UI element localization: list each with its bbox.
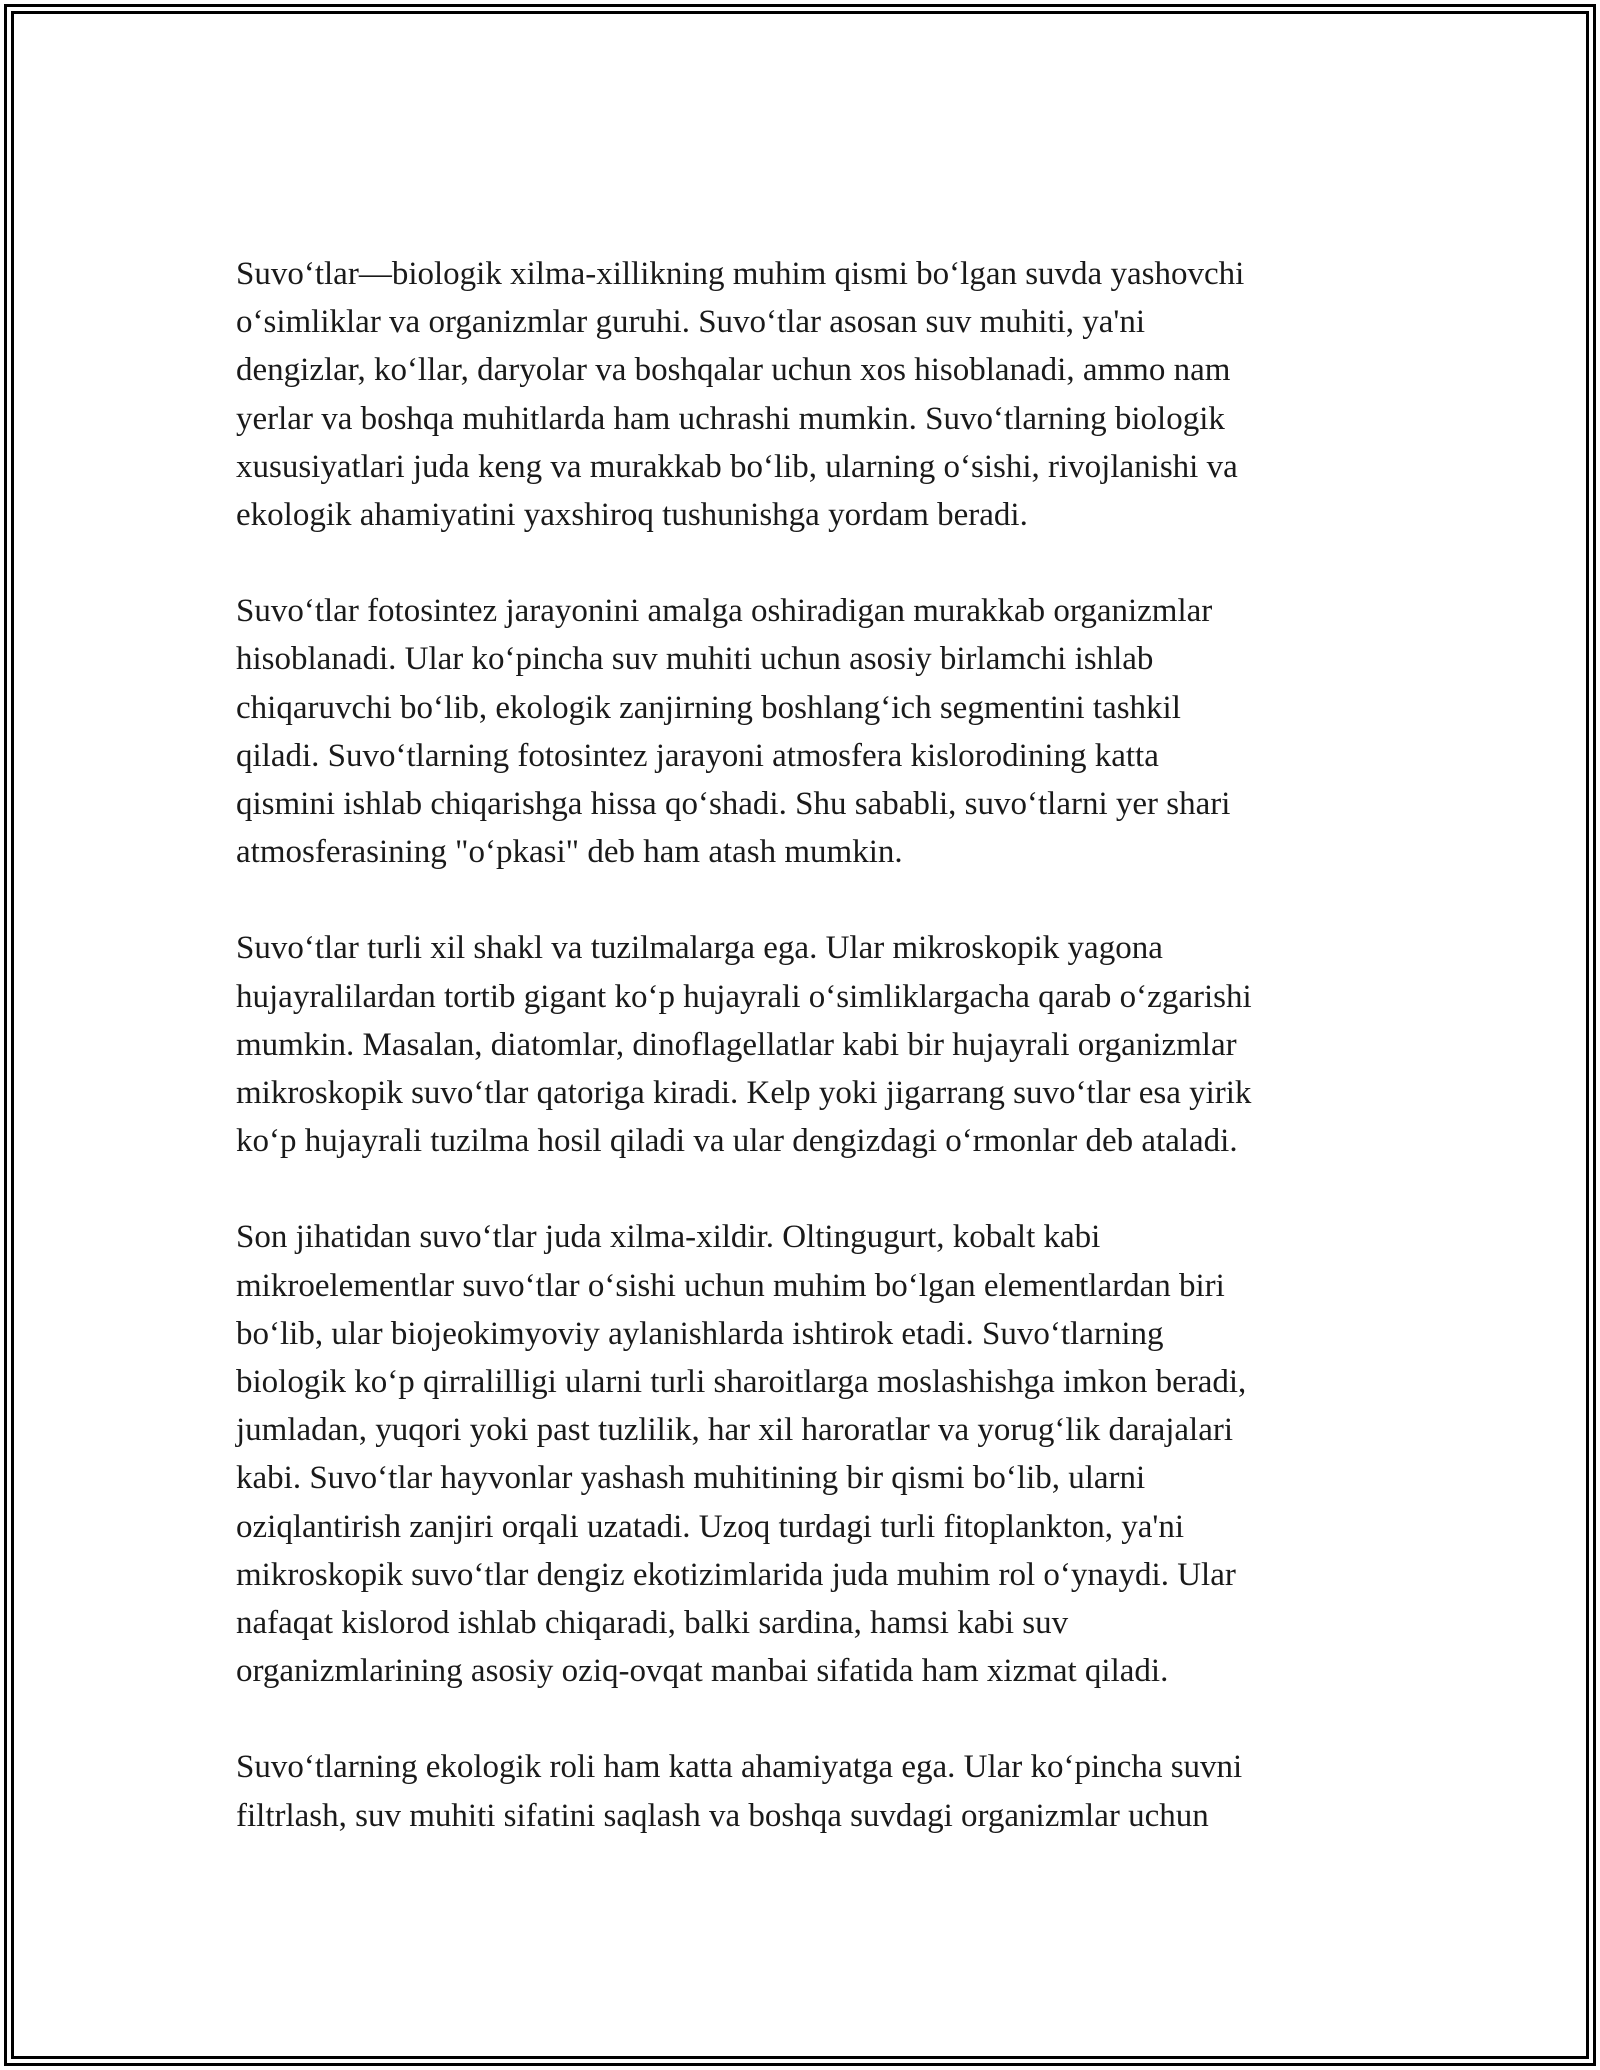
text-line: mumkin. Masalan, diatomlar, dinoflagellatlar kabi bir hujayrali organizmlar — [236, 1026, 1237, 1063]
paragraph-2 — [236, 587, 1376, 876]
text-line: qiladi. Suvo‘tlarning fotosintez jarayoni atmosfera kislorodining katta — [236, 737, 1159, 774]
paragraph-3 — [236, 924, 1376, 1165]
text-line: Suvo‘tlar fotosintez jarayonini amalga oshiradigan murakkab organizmlar — [236, 593, 1213, 630]
text-line: mikroskopik suvo‘tlar dengiz ekotizimlarida juda muhim rol o‘ynaydi. Ular — [236, 1556, 1236, 1593]
text-line: atmosferasining "o‘pkasi" deb ham atash mumkin. — [236, 834, 903, 871]
text-line: hisoblanadi. Ular ko‘pincha suv muhiti uchun asosiy birlamchi ishlab — [236, 641, 1154, 678]
document-body — [236, 250, 1376, 1888]
text-line: chiqaruvchi bo‘lib, ekologik zanjirning boshlang‘ich segmentini tashkil — [236, 689, 1181, 726]
text-line: yerlar va boshqa muhitlarda ham uchrashi mumkin. Suvo‘tlarning biologik — [236, 400, 1225, 437]
text-line: mikroskopik suvo‘tlar qatoriga kiradi. Kelp yoki jigarrang suvo‘tlar esa yirik — [236, 1075, 1252, 1112]
text-line: biologik ko‘p qirralilligi ularni turli sharoitlarga moslashishga imkon beradi, — [236, 1364, 1247, 1401]
text-line: organizmlarining asosiy oziq-ovqat manbai sifatida ham xizmat qiladi. — [236, 1653, 1169, 1690]
text-line: Suvo‘tlarning ekologik roli ham katta ahamiyatga ega. Ular ko‘pincha suvni — [236, 1749, 1243, 1786]
text-line: ekologik ahamiyatini yaxshiroq tushunishga yordam beradi. — [236, 497, 1028, 534]
text-line: xususiyatlari juda keng va murakkab bo‘lib, ularning o‘sishi, rivojlanishi va — [236, 448, 1238, 485]
text-line: o‘simliklar va organizmlar guruhi. Suvo‘tlar asosan suv muhiti, ya'ni — [236, 304, 1146, 341]
text-line: kabi. Suvo‘tlar hayvonlar yashash muhitining bir qismi bo‘lib, ularni — [236, 1460, 1146, 1497]
text-line: oziqlantirish zanjiri orqali uzatadi. Uzoq turdagi turli fitoplankton, ya'ni — [236, 1508, 1185, 1545]
text-line: nafaqat kislorod ishlab chiqaradi, balki sardina, hamsi kabi suv — [236, 1605, 1069, 1642]
text-line: ko‘p hujayrali tuzilma hosil qiladi va ular dengizdagi o‘rmonlar deb ataladi. — [236, 1123, 1238, 1160]
text-line: bo‘lib, ular biojeokimyoviy aylanishlarda ishtirok etadi. Suvo‘tlarning — [236, 1315, 1164, 1352]
text-line: Suvo‘tlar—biologik xilma-xillikning muhim qismi bo‘lgan suvda yashovchi — [236, 256, 1245, 292]
text-line: qismini ishlab chiqarishga hissa qo‘shadi. Shu sababli, suvo‘tlarni yer shari — [236, 786, 1231, 823]
text-line: Suvo‘tlar turli xil shakl va tuzilmalarga ega. Ular mikroskopik yagona — [236, 930, 1163, 967]
paragraph-5 — [236, 1743, 1376, 1839]
text-line: filtrlash, suv muhiti sifatini saqlash va boshqa suvdagi organizmlar uchun — [236, 1797, 1209, 1834]
text-line: mikroelementlar suvo‘tlar o‘sishi uchun muhim bo‘lgan elementlardan biri — [236, 1267, 1225, 1304]
text-line: dengizlar, ko‘llar, daryolar va boshqalar uchun xos hisoblanadi, ammo nam — [236, 352, 1231, 389]
text-line: Son jihatidan suvo‘tlar juda xilma-xildir. Oltingugurt, kobalt kabi — [236, 1219, 1101, 1256]
paragraph-1 — [236, 250, 1376, 539]
text-line: jumladan, yuqori yoki past tuzlilik, har xil haroratlar va yorug‘lik darajalari — [236, 1412, 1234, 1449]
paragraph-4 — [236, 1213, 1376, 1695]
text-line: hujayralilardan tortib gigant ko‘p hujayrali o‘simliklargacha qarab o‘zgarishi — [236, 978, 1252, 1015]
